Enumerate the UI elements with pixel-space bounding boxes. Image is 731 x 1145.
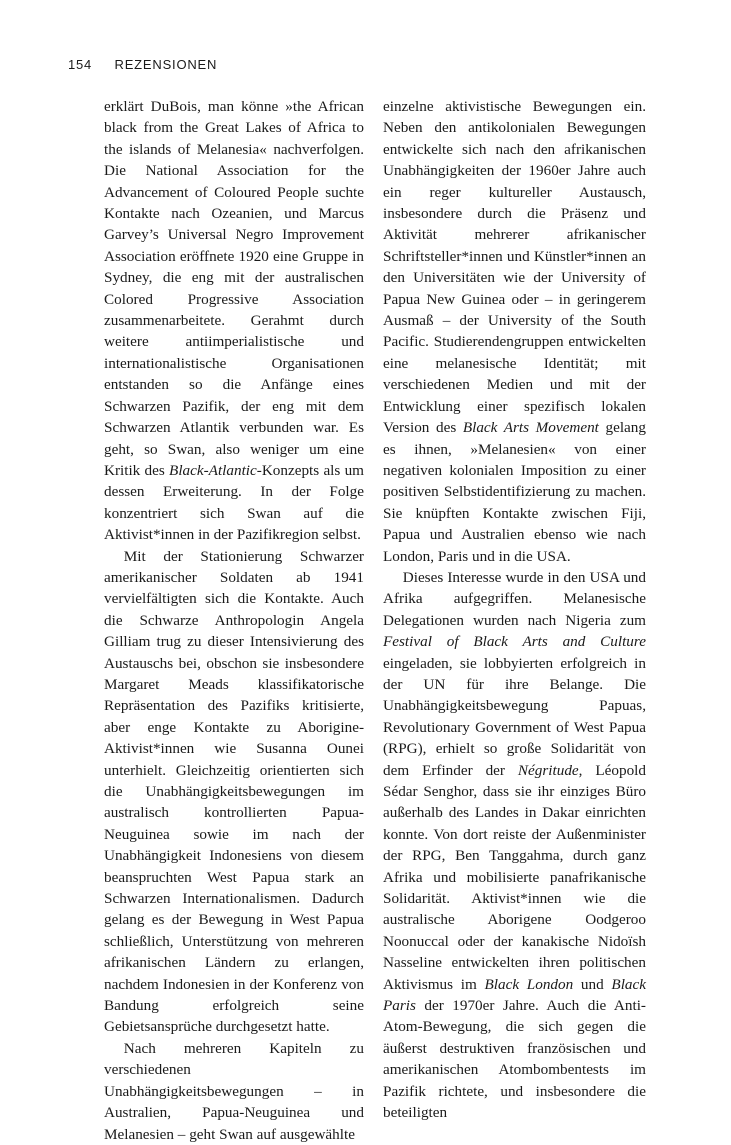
emphasis: Black London (484, 975, 574, 993)
emphasis: Festival of Black Arts and Culture (383, 633, 646, 651)
running-header (68, 57, 217, 72)
paragraph (104, 96, 364, 546)
paragraph (383, 567, 646, 1124)
text-run: eingeladen, sie lobbyierten erfolgreich in der UN für ihre Belange. Die Unabhängigkeitsbewegung Papuas, Revolutionary Government of West Papua (RPG), erhielt so große Solidarität von dem Erfinder der (383, 654, 646, 779)
emphasis: Négritude (517, 761, 579, 779)
right-column (383, 96, 646, 1124)
emphasis: Black-Atlantic (169, 461, 257, 479)
text-run: einzelne aktivistische Bewegungen ein. Neben den antikolonialen Bewegungen entwickelte sich nach den afrikanischen Unabhängigkeiten der 1960er Jahre auch ein reger kultureller Austausch, insbesondere durch die Präsenz und Aktivität mehrerer afrikanischer Schriftsteller*innen und Künstler*innen an den Universitäten wie der University of Papua New Guinea oder – in geringerem Ausmaß – der University of the South Pacific. Studierendengruppen entwickelten eine melanesische Identität; mit verschiedenen Medien und mit der Entwicklung einer spezifisch lokalen Version des (383, 98, 646, 437)
emphasis: Black Arts Movement (462, 419, 599, 437)
left-column (104, 96, 364, 1145)
paragraph: Mit der Stationierung Schwarzer amerikanischer Soldaten ab 1941 vervielfältigten sich die Kontakte. Auch die Schwarze Anthropologin Angela Gilliam trug zu dieser Intensivierung des Austauschs bei, obschon sie insbesondere Margaret Meads klassifikatorische Repräsentation des Pazifiks kritisierte, aber enge Kontakte zu Aborigine-Aktivist*innen wie Susanna Ounei unterhielt. Gleichzeitig orientierten sich die Unabhängigkeitsbewegungen im australisch kontrollierten Papua-Neuguinea sowie im nach der Unabhängigkeit Indonesiens von diesem beanspruchten West Papua stark an Schwarzen Internationalismen. Dadurch gelang es der Bewegung in West Papua schließlich, Unterstützung von mehreren afrikanischen Ländern zu erlangen, nachdem Indonesien in der Konferenz von Bandung erfolgreich seine Gebietsansprüche durchgesetzt hatte. (104, 547, 364, 1036)
text-run: gelang es ihnen, »Melanesien« von einer negativen kolonialen Imposition zu einer positiven Selbstidentifizierung zu machen. Sie knüpften Kontakte zwischen Fiji, Papua und Australien ebenso wie nach London, Paris und in die USA. (383, 419, 646, 565)
paragraph: Nach mehreren Kapiteln zu verschiedenen Unabhängigkeitsbewegungen – in Australien, Papua-Neuguinea und Melanesien – geht Swan auf ausgewählte (104, 1039, 364, 1143)
section-title: REZENSIONEN (114, 57, 218, 72)
text-run: , Léopold Sédar Senghor, dass sie ihr einziges Büro außerhalb des Landes in Dakar einrichten konnte. Von dort reiste der Außenminister der RPG, Ben Tanggahma, durch ganz Afrika und mobilisierte panafrikanische Solidarität. Aktivist*innen wie die australische Aborigene Oodgeroo Noonuccal oder der kanakische Nidoïsh Nasseline entwickelten ihren politischen Aktivismus im (383, 761, 646, 993)
text-run: -Konzepts als um dessen Erweiterung. In der Folge konzentriert sich Swan auf die Aktivist*innen in der Pazifikregion selbst. (104, 461, 364, 544)
page-number: 154 (68, 57, 93, 72)
text-run: der 1970er Jahre. Auch die Anti-Atom-Bewegung, die sich gegen die äußerst destruktiven französischen und amerikanischen Atombombentests im Pazifik richtete, und insbesondere die beteiligten (383, 997, 646, 1122)
emphasis: Black Paris (383, 975, 646, 1015)
text-run: und (573, 975, 612, 993)
text-run: Dieses Interesse wurde in den USA und Afrika aufgegriffen. Melanesische Delegationen wurden nach Nigeria zum (383, 568, 646, 629)
text-run: erklärt DuBois, man könne »the African black from the Great Lakes of Africa to the islands of Melanesia« nachverfolgen. Die National Association for the Advancement of Coloured People suchte Kontakte nach Ozeanien, und Marcus Garvey’s Universal Negro Improvement Association eröffnete 1920 eine Gruppe in Sydney, die eng mit der australischen Colored Progressive Association zusammenarbeitete. Gerahmt durch weitere antiimperialistische und internationalistische Organisationen entstanden so die Anfänge eines Schwarzen Pazifik, der eng mit dem Schwarzen Atlantik verbunden war. Es geht, so Swan, also weniger um eine Kritik des (104, 98, 364, 479)
paragraph (383, 96, 646, 567)
